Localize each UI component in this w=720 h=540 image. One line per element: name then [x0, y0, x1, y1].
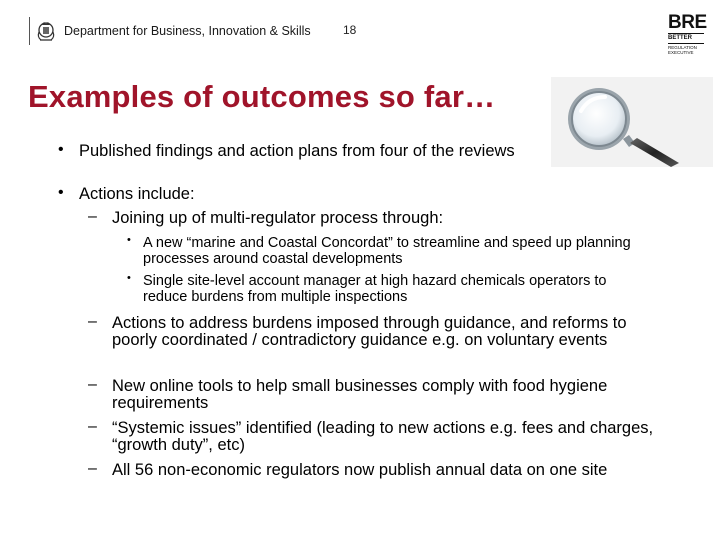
dash-marker: – [88, 460, 97, 477]
bullet-item-actions: Actions include: [79, 185, 195, 203]
sub-item-joining-up: Joining up of multi-regulator process through: [112, 209, 444, 227]
sub-sub-item-concordat: A new “marine and Coastal Concordat” to streamline and speed up planning processes around coastal developments [143, 235, 631, 267]
slide-number: 18 [343, 23, 357, 37]
small-bullet-marker: • [127, 272, 131, 284]
sub-item-online-tools: New online tools to help small businesses comply with food hygiene requirements [112, 377, 608, 412]
sub-item-systemic-issues: “Systemic issues” identified (leading to new actions e.g. fees and charges, “growth duty”, etc) [112, 419, 654, 454]
dash-marker: – [88, 208, 97, 225]
bullet-item-published: Published findings and action plans from four of the reviews [79, 142, 515, 160]
sub-item-annual-data: All 56 non-economic regulators now publish annual data on one site [112, 461, 608, 479]
dash-marker: – [88, 418, 97, 435]
bre-logo-mark: BRE [668, 12, 707, 33]
dash-marker: – [88, 313, 97, 330]
sub-item-guidance: Actions to address burdens imposed through guidance, and reforms to poorly coordinated / contradictory guidance e.g. on voluntary events [112, 314, 627, 349]
bullet-marker: • [58, 141, 64, 158]
department-name: Department for Business, Innovation & Skills [64, 24, 311, 38]
bre-logo-better: BETTER [668, 35, 692, 41]
bullet-marker: • [58, 184, 64, 201]
sub-sub-item-account-manager: Single site-level account manager at high hazard chemicals operators to reduce burdens from multiple inspections [143, 273, 607, 305]
dash-marker: – [88, 376, 97, 393]
bre-logo-executive: EXECUTIVE [668, 49, 694, 55]
bre-logo-regulation: REGULATION [668, 44, 697, 50]
small-bullet-marker: • [127, 234, 131, 246]
slide-title: Examples of outcomes so far… [28, 79, 496, 114]
